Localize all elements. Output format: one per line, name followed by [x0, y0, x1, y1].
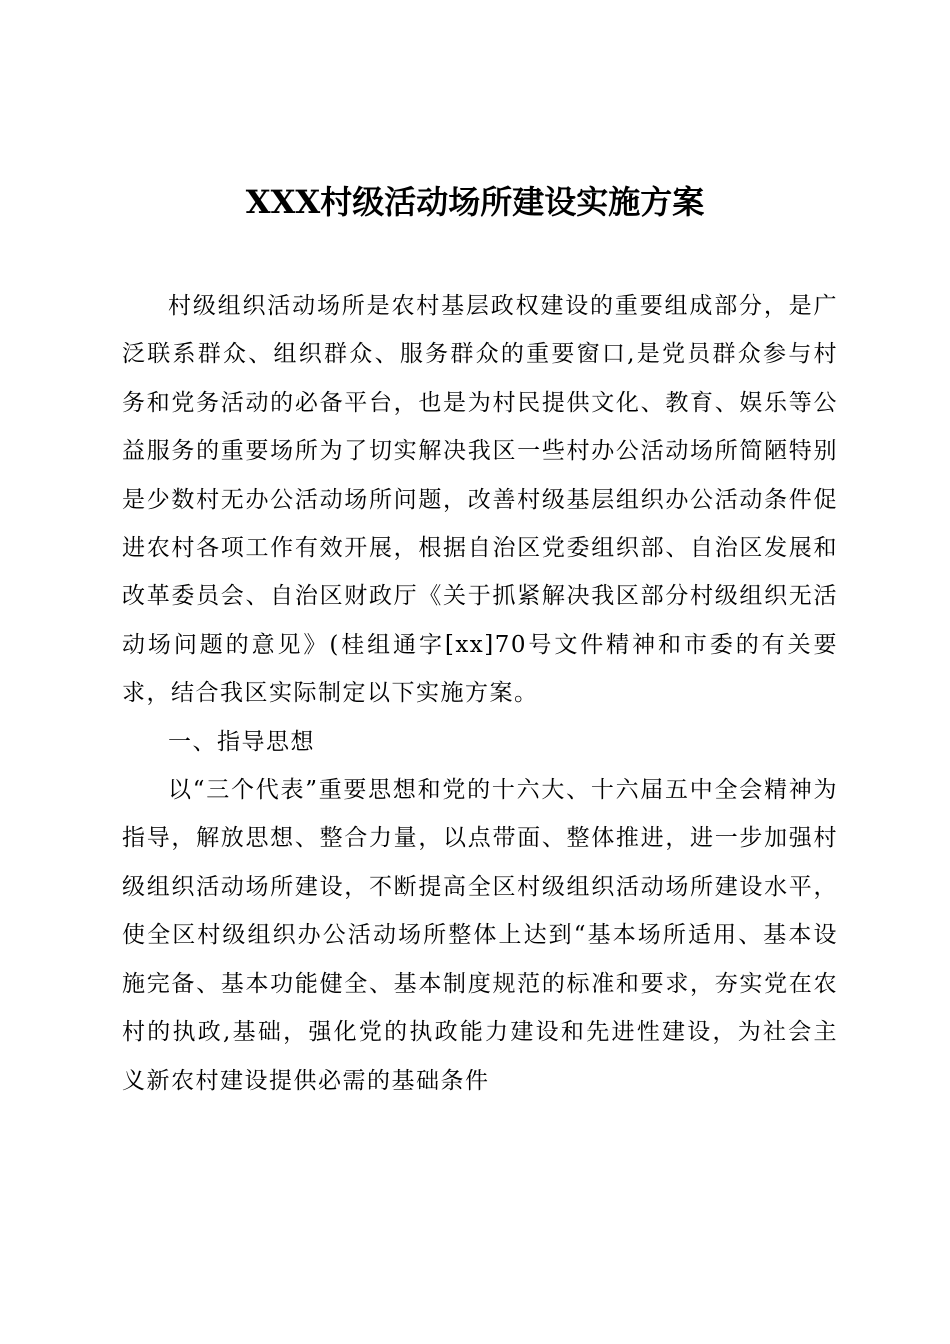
intro-paragraph: 村级组织活动场所是农村基层政权建设的重要组成部分，是广泛联系群众、组织群众、服务群众的重要窗口,是党员群众参与村务和党务活动的必备平台，也是为村民提供文化、教育、娱乐等公益服务的重要场所为了切实解决我区一些村办公活动场所简陋特别是少数村无办公活动场所问题，改善村级基层组织办公活动条件促进农村各项工作有效开展，根据自治区党委组织部、自治区发展和改革委员会、自治区财政厅《关于抓紧解决我区部分村级组织无活动场问题的意见》(桂组通字[xx]70号文件精神和市委的有关要求，结合我区实际制定以下实施方案。: [122, 293, 838, 707]
document-body: [122, 282, 838, 1105]
section-heading-guiding-ideology: 一、指导思想: [168, 728, 315, 755]
guiding-ideology-paragraph: 以“三个代表”重要思想和党的十六大、十六届五中全会精神为指导，解放思想、整合力量，以点带面、整体推进，进一步加强村级组织活动场所建设，不断提高全区村级组织活动场所建设水平，使全区村级组织办公活动场所整体上达到“基本场所适用、基本设施完备、基本功能健全、基本制度规范的标准和要求，夯实党在农村的执政,基础，强化党的执政能力建设和先进性建设，为社会主义新农村建设提供必需的基础条件: [122, 777, 838, 1094]
document-title: XXX村级活动场所建设实施方案: [245, 183, 705, 221]
